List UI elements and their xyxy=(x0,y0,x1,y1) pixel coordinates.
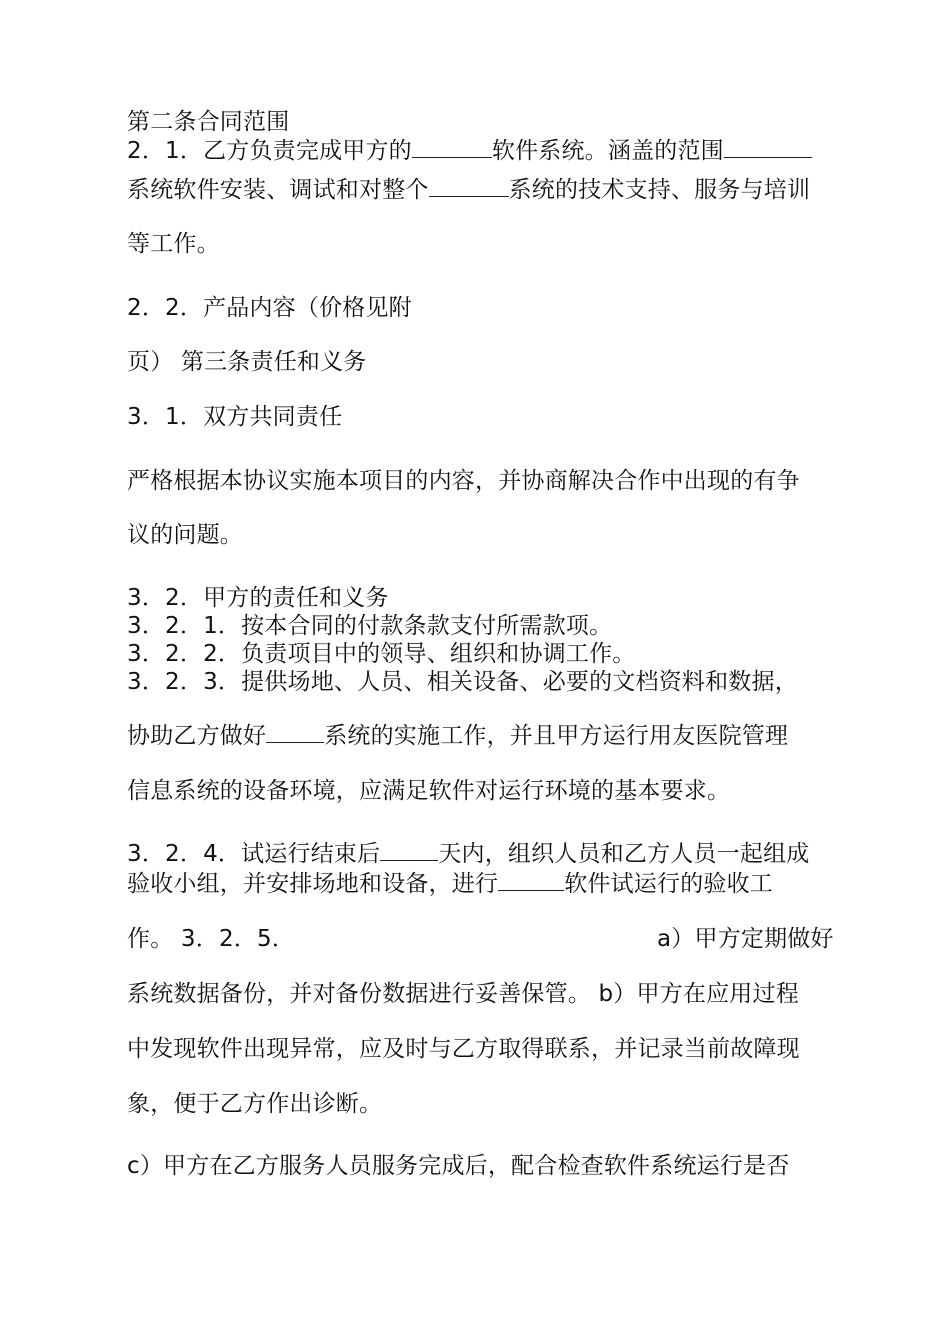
clause-3-2-heading xyxy=(127,584,389,612)
clause-3-2-3-line-3 xyxy=(127,777,730,805)
clause-text: 严格根据本协议实施本项目的内容，并协商解决合作中出现的有争 xyxy=(127,468,800,494)
clause-3-1-text-line-2 xyxy=(127,521,243,549)
clause-text: 页） 第三条责任和义务 xyxy=(127,349,367,375)
clause-2-1-line-1 xyxy=(127,137,812,165)
clause-2-1-line-2 xyxy=(127,176,810,204)
clause-text: 软件试运行的验收工 xyxy=(564,871,774,897)
clause-text: 议的问题。 xyxy=(127,522,243,548)
fill-blank xyxy=(380,840,438,861)
clause-text: 3．2．甲方的责任和义务 xyxy=(127,585,389,611)
fill-blank xyxy=(412,137,492,158)
clause-text: 2．2．产品内容（价格见附 xyxy=(127,295,412,321)
clause-3-1-text-line-1 xyxy=(127,467,800,495)
section-heading-2 xyxy=(127,108,289,136)
clause-text: 3．2．2．负责项目中的领导、组织和协调工作。 xyxy=(127,641,636,667)
fill-blank xyxy=(498,870,564,891)
clause-3-2-5-line-3 xyxy=(127,1035,800,1063)
fill-blank xyxy=(429,176,509,197)
clause-2-2-line-2 xyxy=(127,348,367,376)
clause-text: 系统数据备份，并对备份数据进行妥善保管。 b）甲方在应用过程 xyxy=(127,981,799,1007)
clause-text: 验收小组，并安排场地和设备，进行 xyxy=(127,871,499,897)
clause-text: 天内，组织人员和乙方人员一起组成 xyxy=(438,841,810,867)
clause-text: 3．2．1．按本合同的付款条款支付所需款项。 xyxy=(127,613,613,639)
clause-text: c）甲方在乙方服务人员服务完成后，配合检查软件系统运行是否 xyxy=(127,1153,790,1179)
clause-3-2-3-line-1 xyxy=(127,668,798,696)
clause-3-2-5-line-2 xyxy=(127,980,799,1008)
clause-3-2-5-line-4 xyxy=(127,1090,382,1118)
clause-3-2-3-line-2 xyxy=(127,722,788,750)
clause-text: 象，便于乙方作出诊断。 xyxy=(127,1091,383,1117)
clause-3-2-4-line-2 xyxy=(127,870,773,898)
clause-text: a）甲方定期做好 xyxy=(657,926,834,952)
clause-text: 信息系统的设备环境，应满足软件对运行环境的基本要求。 xyxy=(127,778,731,804)
clause-3-2-2 xyxy=(127,640,636,668)
clause-text: 3．2．4．试运行结束后 xyxy=(127,841,381,867)
heading-text: 第二条合同范围 xyxy=(127,109,290,135)
fill-blank xyxy=(266,722,324,743)
clause-text: 协助乙方做好 xyxy=(127,723,267,749)
clause-text: 软件系统。涵盖的范围 xyxy=(491,138,724,164)
clause-3-2-4-line-1 xyxy=(127,840,810,868)
clause-2-2-line-1 xyxy=(127,294,412,322)
clause-text: 3．2．3．提供场地、人员、相关设备、必要的文档资料和数据， xyxy=(127,669,798,695)
clause-text: 中发现软件出现异常，应及时与乙方取得联系，并记录当前故障现 xyxy=(127,1036,800,1062)
clause-text: 系统软件安装、调试和对整个 xyxy=(127,177,429,203)
clause-2-1-line-3 xyxy=(127,230,220,258)
clause-text: 作。 3．2．5． xyxy=(127,926,296,952)
clause-text: 系统的实施工作，并且甲方运行用友医院管理 xyxy=(324,723,789,749)
clause-text: 等工作。 xyxy=(127,231,220,257)
clause-text: 2．1．乙方负责完成甲方的 xyxy=(127,138,412,164)
clause-3-2-5-line-1 xyxy=(127,925,839,953)
clause-3-2-5-line-5 xyxy=(127,1152,789,1180)
fill-blank xyxy=(724,137,812,158)
clause-text: 系统的技术支持、服务与培训 xyxy=(508,177,811,203)
clause-3-1-heading xyxy=(127,403,342,431)
clause-3-2-1 xyxy=(127,612,612,640)
clause-text: 3．1．双方共同责任 xyxy=(127,404,343,430)
